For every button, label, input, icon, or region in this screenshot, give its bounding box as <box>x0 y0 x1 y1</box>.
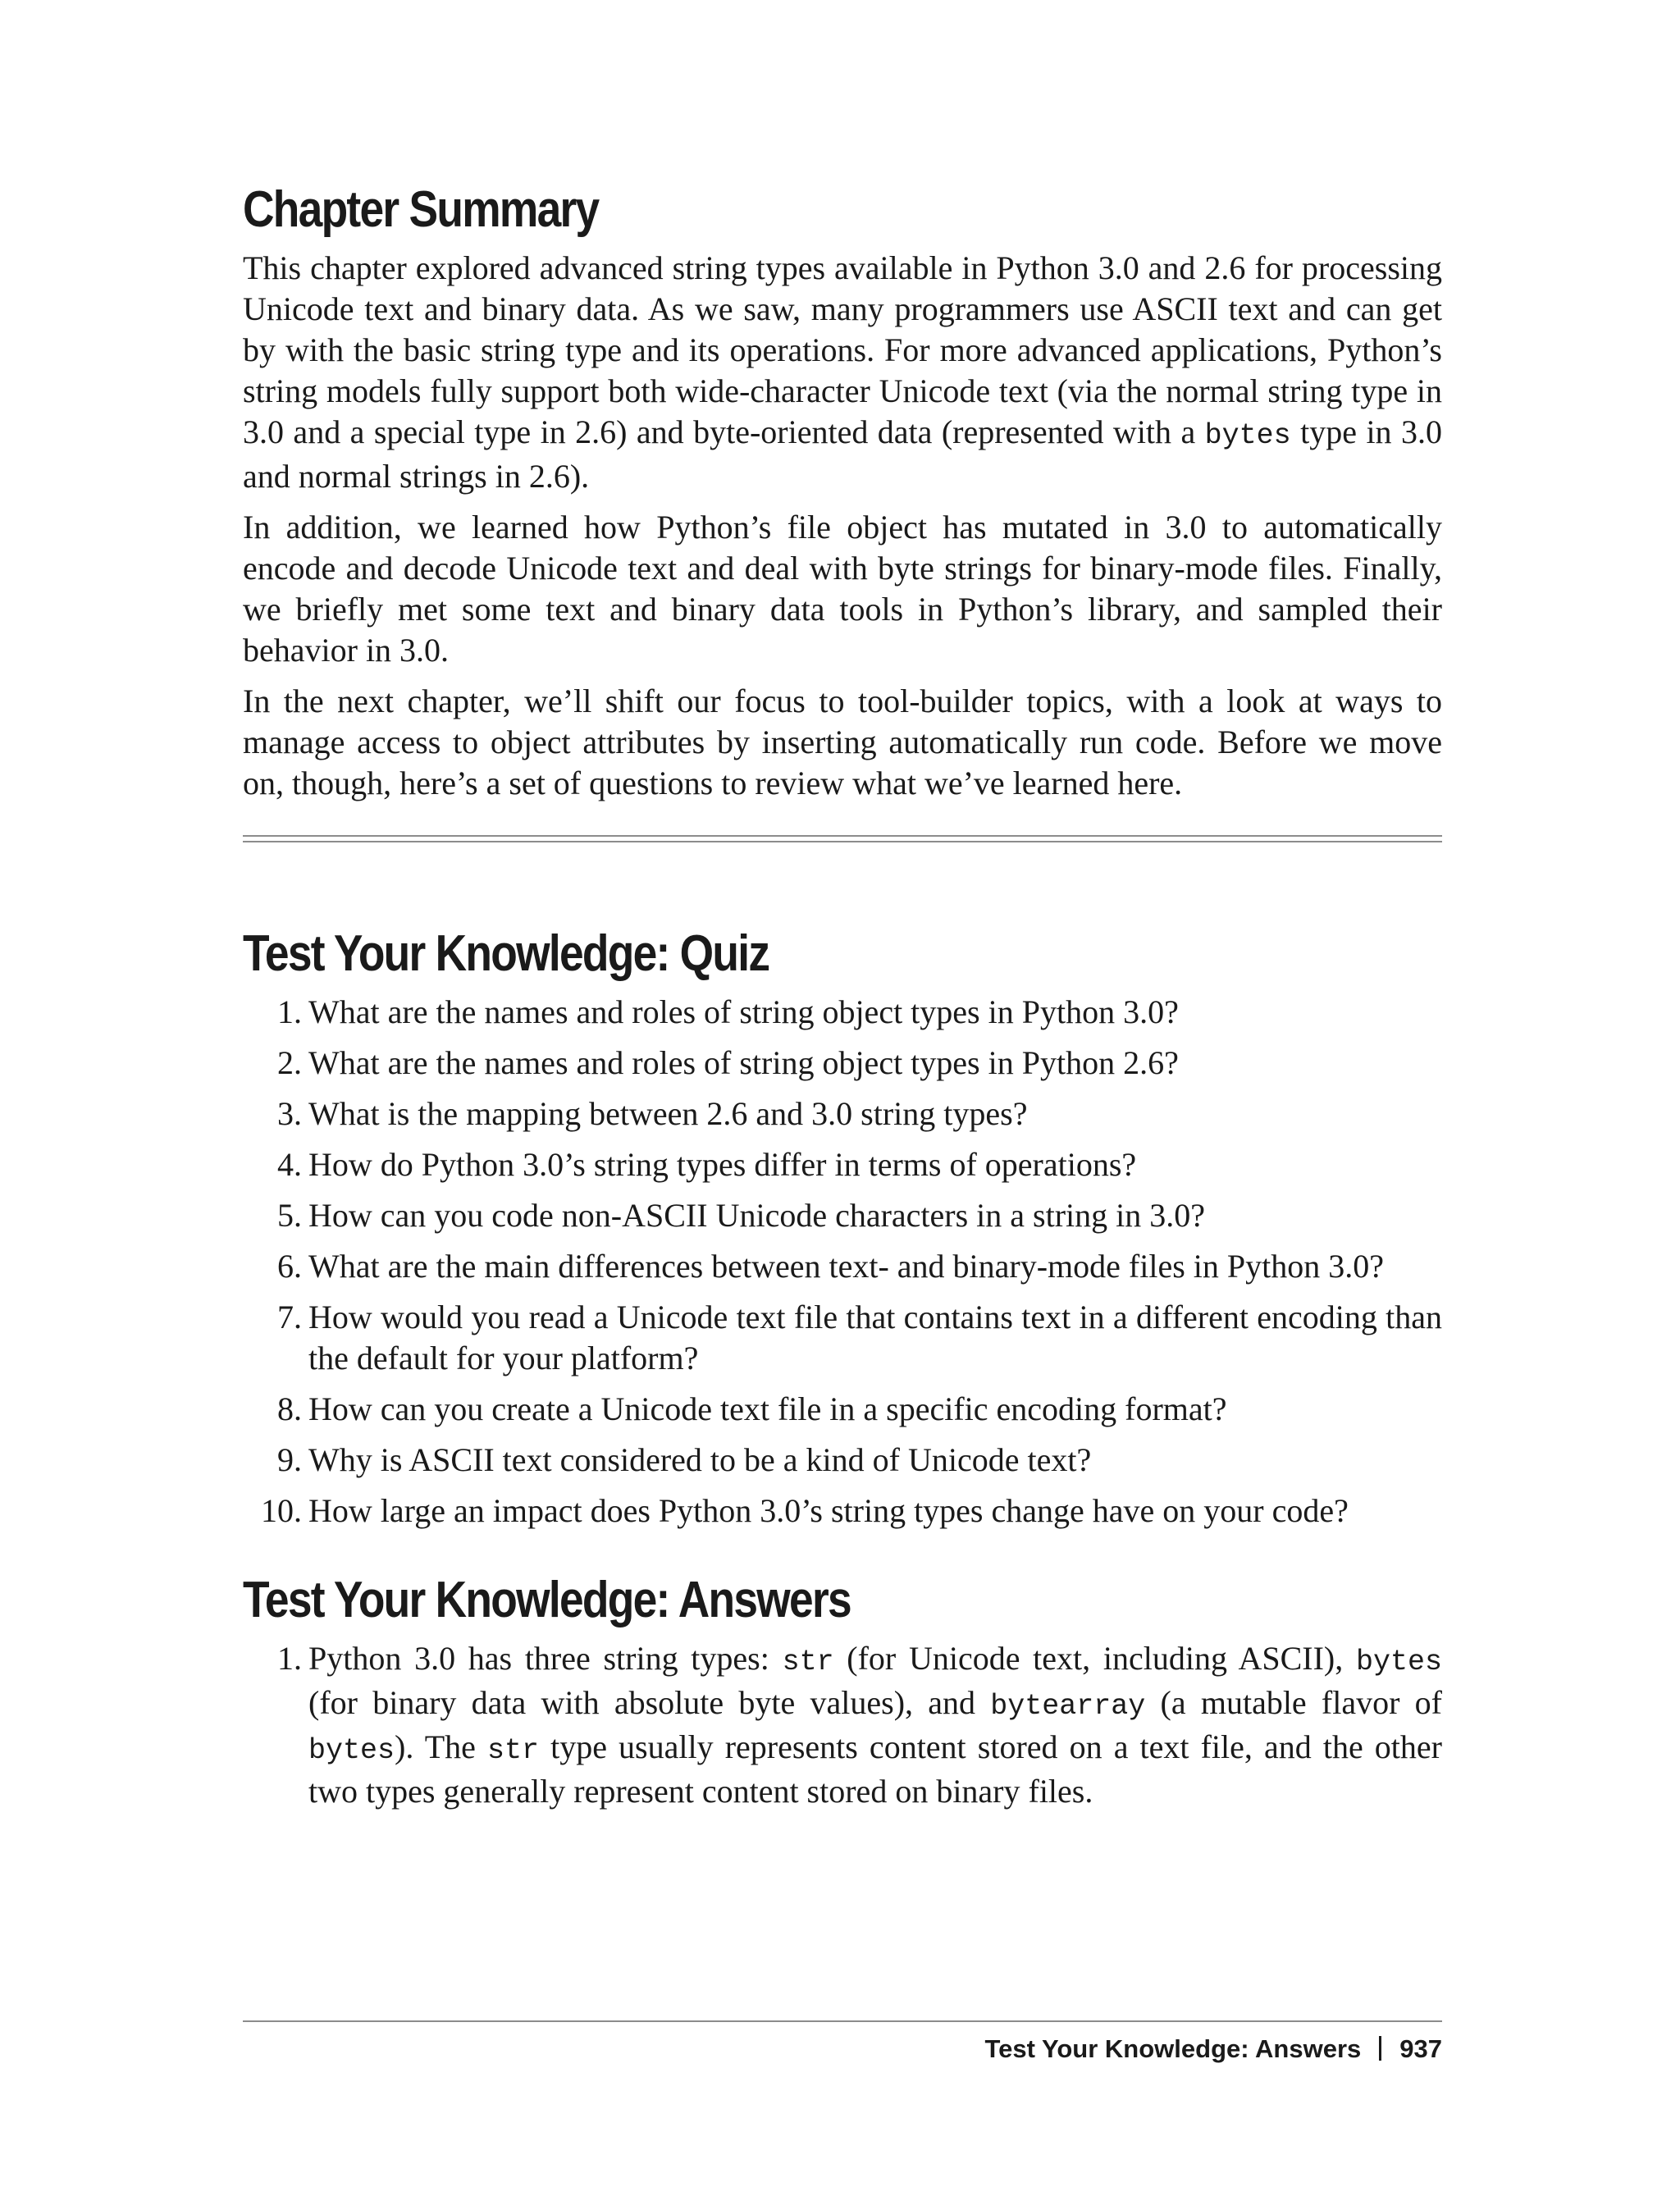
quiz-heading: Test Your Knowledge: Quiz <box>243 925 769 982</box>
quiz-item <box>243 1093 1442 1134</box>
quiz-item-number: 6. <box>277 1248 302 1285</box>
bytearray-code: bytearray <box>990 1690 1146 1723</box>
quiz-item-text: How can you create a Unicode text file in a specific encoding format? <box>308 1390 1227 1427</box>
chapter-summary-heading: Chapter Summary <box>243 181 599 238</box>
quiz-item-text: What is the mapping between 2.6 and 3.0 string types? <box>308 1095 1028 1132</box>
answer-text-part: (a mutable flavor of <box>1145 1684 1442 1721</box>
quiz-item <box>243 1246 1442 1287</box>
quiz-item-number: 3. <box>277 1095 302 1132</box>
quiz-item <box>243 1389 1442 1430</box>
bytes-code: bytes <box>308 1734 395 1767</box>
quiz-item-number: 2. <box>277 1044 302 1081</box>
quiz-item-text: What are the names and roles of string object types in Python 2.6? <box>308 1044 1179 1081</box>
answers-list <box>243 1638 1442 1812</box>
quiz-item-text: What are the main differences between text- and binary-mode files in Python 3.0? <box>308 1248 1385 1285</box>
quiz-item-text: How can you code non-ASCII Unicode characters in a string in 3.0? <box>308 1197 1206 1234</box>
section-divider <box>243 835 1442 842</box>
bytes-code: bytes <box>1204 419 1291 452</box>
quiz-item-number: 8. <box>277 1390 302 1427</box>
quiz-item-text: How do Python 3.0’s string types differ in terms of operations? <box>308 1146 1137 1183</box>
footer-rule <box>243 2020 1442 2022</box>
page-footer <box>243 2033 1442 2066</box>
summary-p1-text-start: This chapter explored advanced string types available in Python 3.0 and 2.6 for processing Unicode text and binary data. As we saw, many programmers use ASCII text and can get by with the basic string type and its operations. For more advanced applications, Python’s string models fully support both wide-character Unicode text (via the normal string type in 3.0 and a special type in 2.6) and byte-oriented data (represented with a <box>243 249 1442 450</box>
quiz-list <box>243 992 1442 1532</box>
summary-paragraph-1 <box>243 248 1442 497</box>
quiz-item-number: 9. <box>277 1441 302 1478</box>
quiz-item-text: Why is ASCII text considered to be a kind of Unicode text? <box>308 1441 1092 1478</box>
quiz-item <box>243 1491 1442 1532</box>
quiz-item <box>243 1440 1442 1481</box>
quiz-item-number: 1. <box>277 993 302 1030</box>
quiz-item-text: How large an impact does Python 3.0’s string types change have on your code? <box>308 1492 1349 1529</box>
quiz-item-number: 4. <box>277 1146 302 1183</box>
page-content <box>243 179 1442 1812</box>
quiz-item <box>243 1043 1442 1084</box>
answer-item <box>243 1638 1442 1812</box>
answer-text-part: (for Unicode text, including ASCII), <box>833 1640 1356 1677</box>
quiz-item-text: What are the names and roles of string object types in Python 3.0? <box>308 993 1179 1030</box>
summary-paragraph-2: In addition, we learned how Python’s file object has mutated in 3.0 to automatically encode and decode Unicode text and deal with byte strings for binary-mode files. Finally, we briefly met some text and binary data tools in Python’s library, and sampled their behavior in 3.0. <box>243 509 1442 669</box>
quiz-item <box>243 1195 1442 1236</box>
answer-text-part: (for binary data with absolute byte values), and <box>308 1684 991 1721</box>
str-code: str <box>782 1646 834 1678</box>
bytes-code: bytes <box>1355 1646 1443 1678</box>
answer-text-part: Python 3.0 has three string types: <box>308 1640 783 1677</box>
quiz-item <box>243 992 1442 1033</box>
quiz-item-number: 5. <box>277 1197 302 1234</box>
answer-item-number: 1. <box>277 1640 302 1677</box>
quiz-item-number: 7. <box>277 1299 302 1335</box>
footer-separator <box>1379 2036 1381 2061</box>
summary-paragraph-3: In the next chapter, we’ll shift our focus to tool-builder topics, with a look at ways to manage access to object attributes by inserting automatically run code. Before we move on, though, here’s a set of questions to review what we’ve learned here. <box>243 682 1442 801</box>
footer-section-title: Test Your Knowledge: Answers <box>984 2034 1362 2063</box>
quiz-item-number: 10. <box>261 1492 302 1529</box>
answer-item-text <box>308 1638 1442 1812</box>
summary-p1-text-end: type in 3.0 and normal strings in 2.6). <box>243 413 1442 495</box>
page-number: 937 <box>1399 2034 1442 2063</box>
str-code: str <box>487 1734 540 1767</box>
quiz-item <box>243 1144 1442 1185</box>
quiz-item-text: How would you read a Unicode text file that contains text in a different encoding than the default for your platform? <box>308 1299 1442 1376</box>
answer-text-part: type usually represents content stored on a text file, and the other two types generally represent content stored on binary files. <box>308 1728 1442 1810</box>
quiz-item <box>243 1297 1442 1379</box>
answers-heading: Test Your Knowledge: Answers <box>243 1572 851 1628</box>
answer-text-part: ). The <box>395 1728 487 1765</box>
